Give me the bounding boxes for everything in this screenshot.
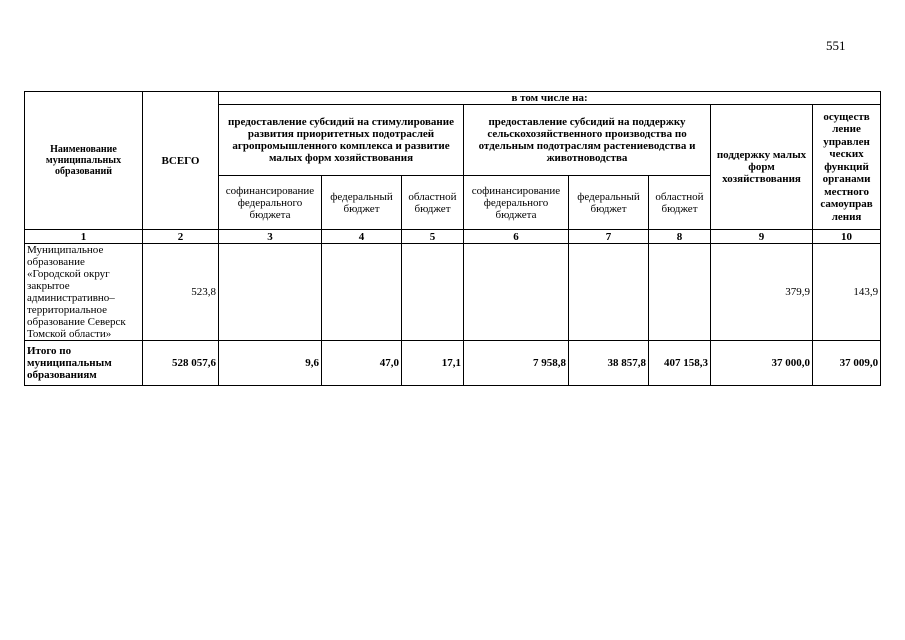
- header-functions: осуществ ление управлен ческих функций органами местного самоуправ ления: [813, 105, 881, 230]
- value-c10: 143,9: [813, 244, 881, 341]
- total-c5: 17,1: [402, 341, 464, 386]
- value-c8: [649, 244, 711, 341]
- value-c9: 379,9: [711, 244, 813, 341]
- header-regional-2: областной бюджет: [649, 176, 711, 230]
- total-c7: 38 857,8: [569, 341, 649, 386]
- value-total: 523,8: [143, 244, 219, 341]
- header-total: ВСЕГО: [143, 92, 219, 230]
- total-value: 528 057,6: [143, 341, 219, 386]
- column-number: 2: [143, 230, 219, 244]
- header-small-forms: поддержку малых форм хозяйствования: [711, 105, 813, 230]
- column-number: 5: [402, 230, 464, 244]
- header-group: в том числе на:: [219, 92, 881, 105]
- value-c5: [402, 244, 464, 341]
- column-number: 8: [649, 230, 711, 244]
- header-support: предоставление субсидий на поддержку сельскохозяйственного производства по отдельным подотраслям растениеводства и животноводства: [464, 105, 711, 176]
- column-number: 7: [569, 230, 649, 244]
- column-number: 6: [464, 230, 569, 244]
- total-c6: 7 958,8: [464, 341, 569, 386]
- table-row: [25, 244, 881, 341]
- header-federal-1: федеральный бюджет: [322, 176, 402, 230]
- total-c4: 47,0: [322, 341, 402, 386]
- header-stimulus: предоставление субсидий на стимулирование развития приоритетных подотраслей агропромышленного комплекса и развитие малых форм хозяйствования: [219, 105, 464, 176]
- header-cofinancing-1: софинансирование федерального бюджета: [219, 176, 322, 230]
- page-number: 551: [826, 38, 846, 53]
- total-c3: 9,6: [219, 341, 322, 386]
- column-number: 10: [813, 230, 881, 244]
- total-c8: 407 158,3: [649, 341, 711, 386]
- municipality-name: Муниципальное образование «Городской округ закрытое административно–территориальное образование Северск Томской области»: [25, 244, 143, 341]
- column-number-row: [25, 230, 881, 244]
- value-c4: [322, 244, 402, 341]
- total-c9: 37 000,0: [711, 341, 813, 386]
- header-federal-2: федеральный бюджет: [569, 176, 649, 230]
- total-c10: 37 009,0: [813, 341, 881, 386]
- value-c7: [569, 244, 649, 341]
- budget-table: [24, 91, 881, 386]
- total-row: [25, 341, 881, 386]
- column-number: 1: [25, 230, 143, 244]
- header-cofinancing-2: софинансирование федерального бюджета: [464, 176, 569, 230]
- header-regional-1: областной бюджет: [402, 176, 464, 230]
- column-number: 3: [219, 230, 322, 244]
- column-number: 4: [322, 230, 402, 244]
- value-c6: [464, 244, 569, 341]
- header-name: Наименование муниципальных образований: [25, 92, 143, 230]
- column-number: 9: [711, 230, 813, 244]
- value-c3: [219, 244, 322, 341]
- total-label: Итого по муниципальным образованиям: [25, 341, 143, 386]
